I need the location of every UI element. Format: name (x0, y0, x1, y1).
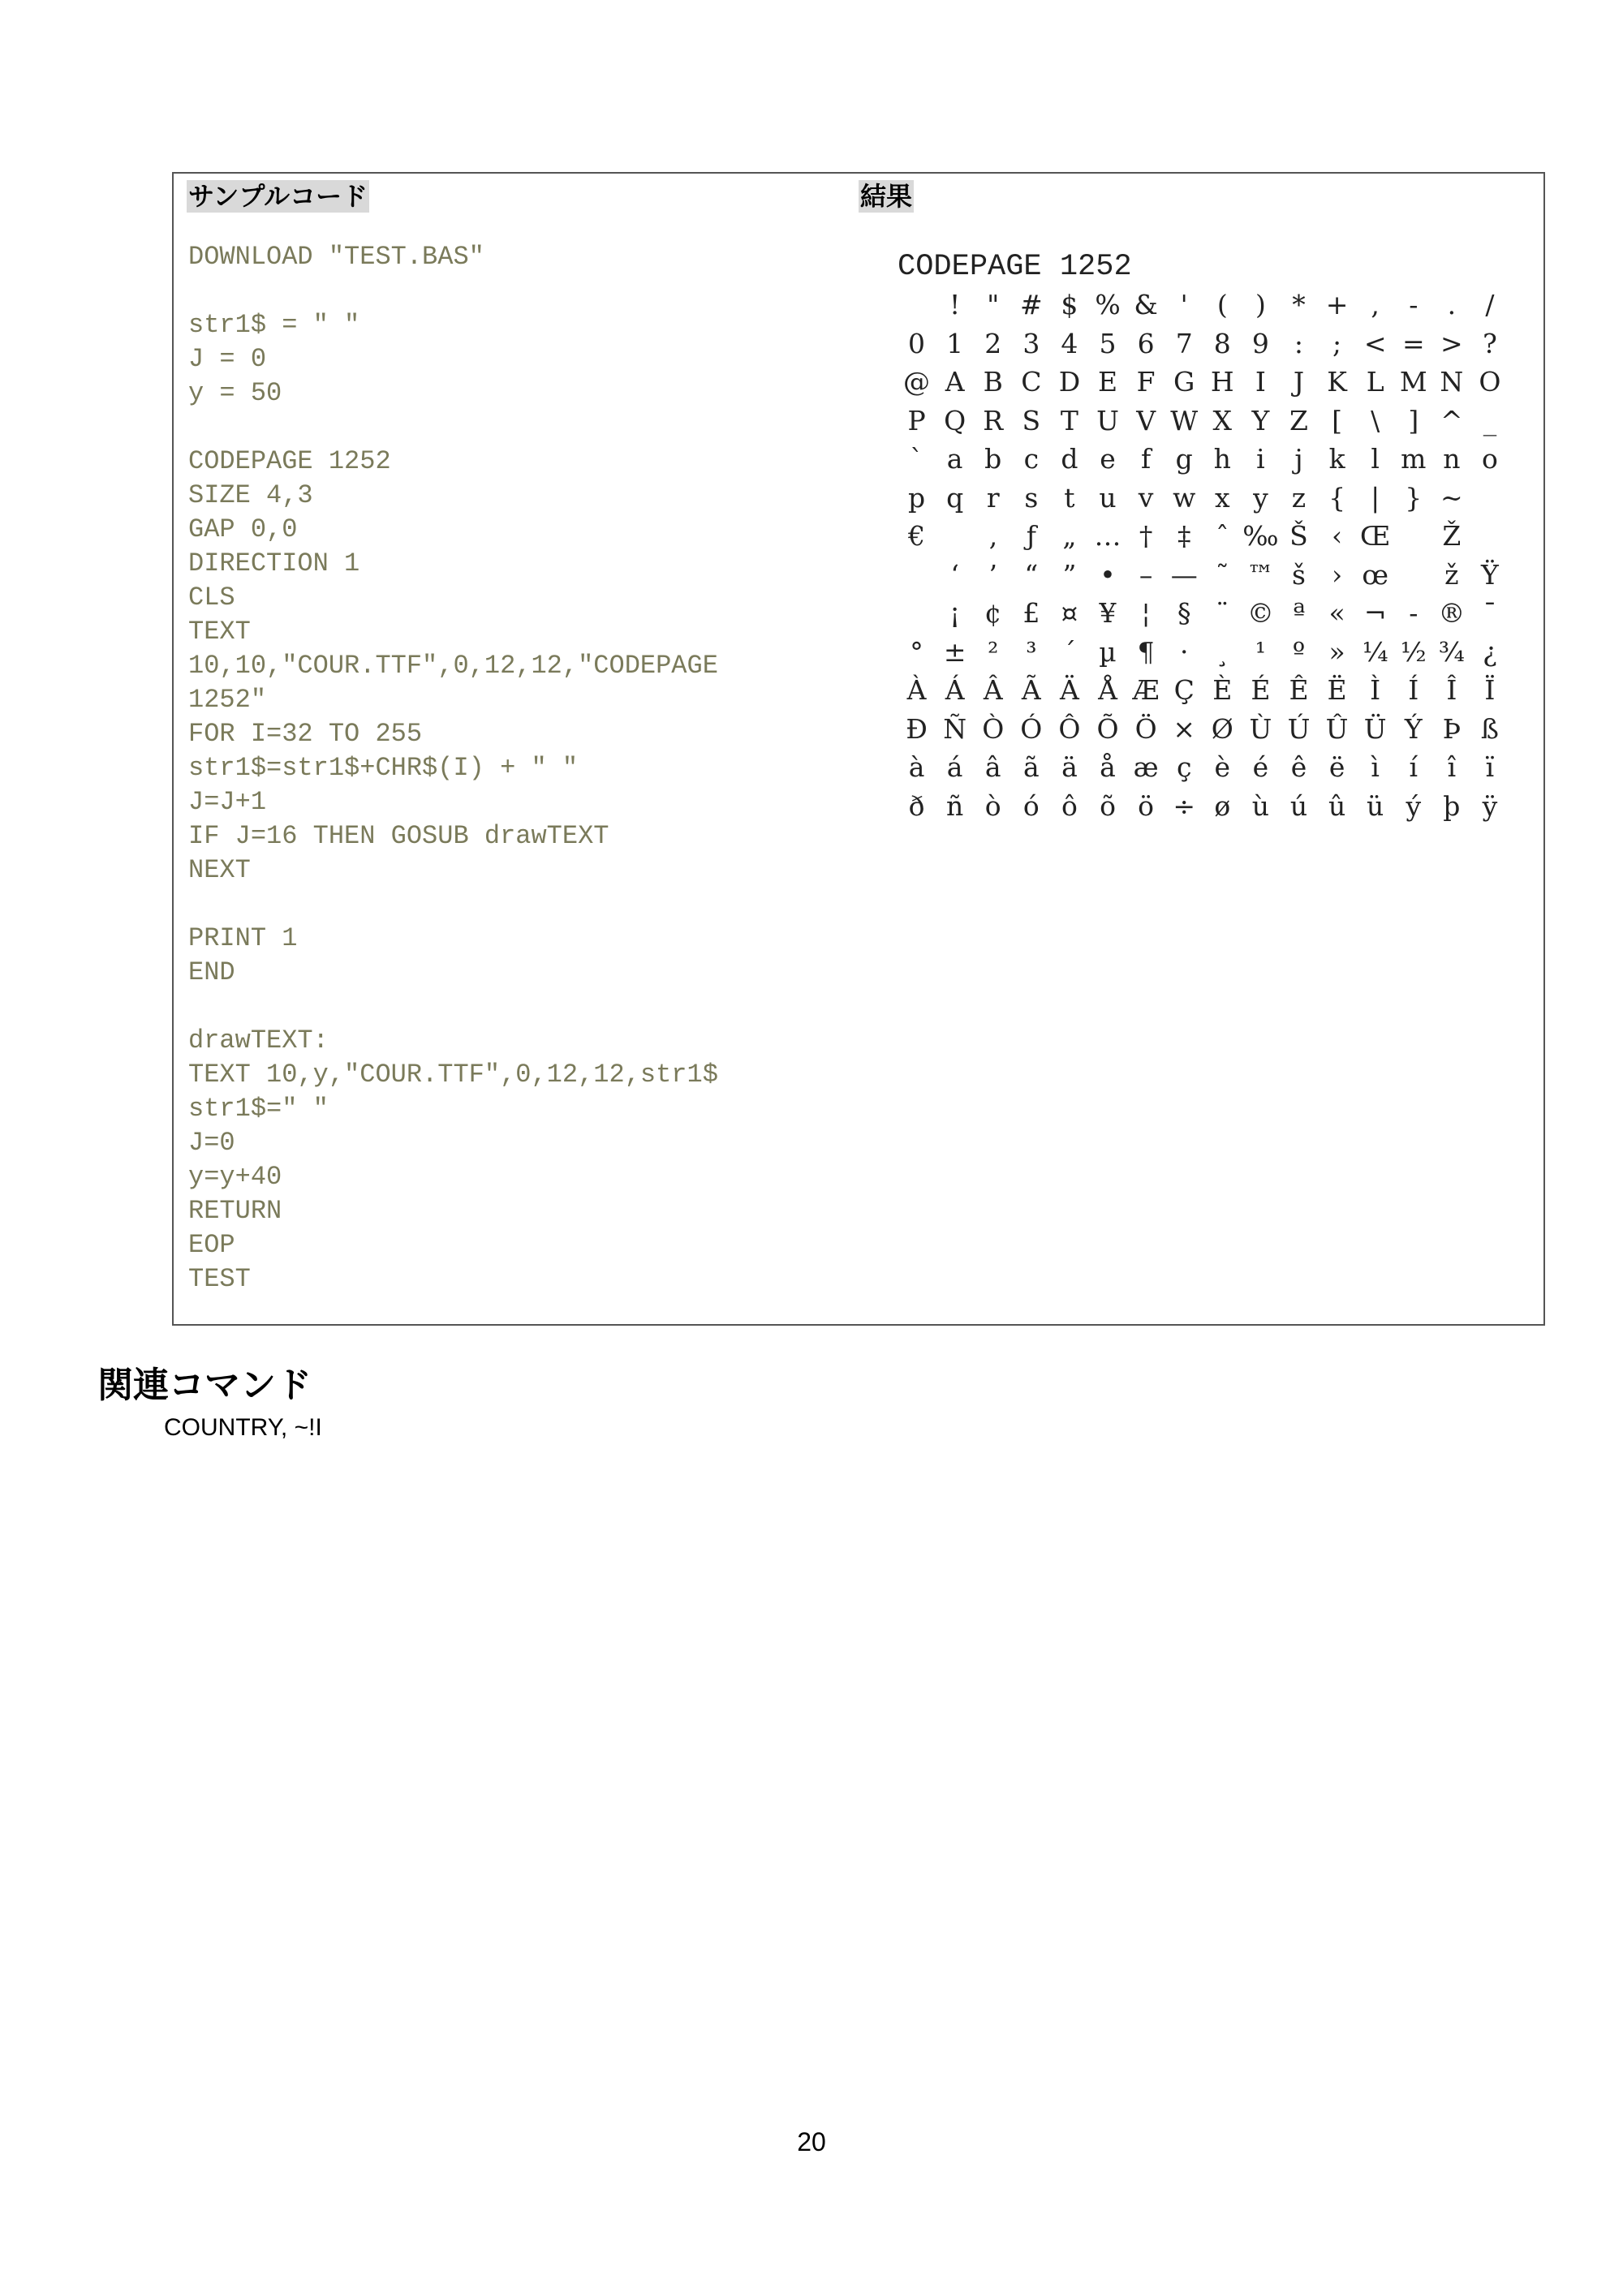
glyph-cell: Æ (1132, 674, 1160, 707)
glyph-cell: Q (944, 404, 966, 436)
glyph-cell: Ž (1442, 520, 1462, 553)
glyph-cell: Z (1289, 404, 1308, 436)
glyph-cell: ; (1332, 327, 1342, 359)
glyph-cell: … (1094, 520, 1121, 553)
code-line: J=0 (188, 1128, 235, 1158)
glyph-cell: Ý (1404, 712, 1423, 745)
glyph-cell: T (1060, 404, 1078, 436)
glyph-cell: ¼ (1362, 635, 1388, 668)
glyph-cell: G (1173, 366, 1195, 398)
glyph-cell: æ (1133, 751, 1159, 784)
glyph-cell: g (1175, 443, 1193, 475)
glyph-cell: ] (1408, 404, 1419, 436)
glyph-cell: ä (1061, 751, 1078, 784)
glyph-cell: Ö (1134, 712, 1157, 745)
glyph-cell: ½ (1400, 635, 1427, 668)
glyph-cell: H (1210, 366, 1234, 398)
glyph-cell: 7 (1175, 327, 1193, 359)
glyph-cell: † (1139, 520, 1153, 553)
glyph-cell: å (1100, 751, 1116, 784)
glyph-cell: ÿ (1482, 789, 1498, 822)
glyph-cell: ç (1176, 751, 1192, 784)
glyph-cell: ¿ (1483, 635, 1497, 668)
glyph-cell: Û (1325, 712, 1349, 745)
glyph-cell: d (1061, 443, 1078, 475)
glyph-cell: + (1325, 289, 1349, 321)
glyph-cell: Ë (1327, 674, 1347, 707)
glyph-cell: ô (1061, 789, 1078, 822)
glyph-cell: £ (1022, 597, 1040, 630)
code-line: END (188, 957, 235, 987)
glyph-row (898, 556, 1509, 595)
glyph-cell: ö (1138, 789, 1155, 822)
glyph-cell: V (1136, 404, 1156, 436)
glyph-cell: Á (945, 674, 965, 707)
glyph-cell: E (1097, 366, 1118, 398)
glyph-cell: U (1096, 404, 1119, 436)
glyph-cell: Ð (906, 712, 928, 745)
glyph-cell: ‹ (1331, 520, 1343, 553)
glyph-cell: ! (949, 289, 961, 321)
glyph-cell: ¬ (1363, 597, 1387, 630)
glyph-cell: p (907, 481, 926, 514)
glyph-cell: ° (910, 635, 923, 668)
code-line: 1252" (188, 685, 267, 715)
code-line: CLS (188, 583, 235, 613)
glyph-cell: # (1020, 289, 1043, 321)
glyph-cell: ˆ (1216, 520, 1229, 553)
glyph-cell: & (1134, 289, 1158, 321)
glyph-cell: × (1173, 712, 1196, 745)
glyph-cell: ¶ (1137, 635, 1155, 668)
glyph-cell: È (1212, 674, 1233, 707)
glyph-cell: ˜ (1216, 558, 1229, 591)
code-line: str1$=str1$+CHR$(I) + " " (188, 753, 579, 783)
glyph-cell: õ (1100, 789, 1116, 822)
glyph-row (898, 787, 1509, 826)
glyph-cell: ù (1251, 789, 1270, 822)
glyph-cell: á (946, 751, 963, 784)
glyph-cell: ë (1328, 751, 1345, 784)
glyph-cell: ™ (1246, 558, 1274, 591)
glyph-cell: W (1170, 404, 1199, 436)
glyph-cell: Œ (1359, 520, 1391, 553)
glyph-cell: ‰ (1242, 520, 1279, 553)
code-line: IF J=16 THEN GOSUB drawTEXT (188, 821, 609, 851)
sample-code-table (172, 172, 1545, 1326)
glyph-cell: ê (1290, 751, 1307, 784)
glyph-cell: ñ (946, 789, 964, 822)
glyph-row (898, 671, 1509, 710)
glyph-cell: 1 (946, 327, 964, 359)
glyph-cell: ` (910, 443, 923, 475)
glyph-cell: ¥ (1099, 597, 1117, 630)
glyph-cell: ” (1062, 558, 1077, 591)
glyph-cell: X (1212, 404, 1233, 436)
code-line: TEST (188, 1264, 251, 1294)
glyph-cell: – (1139, 558, 1153, 591)
glyph-cell: w (1173, 481, 1196, 514)
glyph-cell: ) (1255, 289, 1266, 321)
result-header: 結果 (860, 181, 913, 212)
glyph-cell: D (1058, 366, 1081, 398)
glyph-cell: ð (908, 789, 925, 822)
glyph-cell: i (1256, 443, 1265, 475)
glyph-cell: “ (1024, 558, 1039, 591)
glyph-cell: œ (1362, 558, 1388, 591)
glyph-row (898, 748, 1509, 787)
glyph-cell: r (986, 481, 1000, 514)
glyph-cell: ~ (1440, 481, 1463, 514)
glyph-cell: 3 (1022, 327, 1040, 359)
glyph-cell: ¤ (1061, 597, 1078, 630)
code-line: TEXT 10,y,"COUR.TTF",0,12,12,str1$ (188, 1060, 718, 1090)
glyph-cell: ‚ (988, 520, 997, 553)
glyph-cell: Ê (1289, 674, 1309, 707)
code-line (188, 888, 837, 922)
glyph-cell: Þ (1442, 712, 1462, 745)
glyph-cell: ž (1444, 558, 1459, 591)
glyph-cell: Ç (1173, 674, 1195, 707)
glyph-cell: m (1401, 443, 1427, 475)
glyph-cell: ø (1214, 789, 1231, 822)
code-line (188, 411, 837, 445)
glyph-cell: 8 (1213, 327, 1231, 359)
glyph-cell: Í (1408, 674, 1419, 707)
code-line: CODEPAGE 1252 (188, 446, 391, 476)
glyph-cell: ¨ (1216, 597, 1229, 630)
glyph-row (898, 440, 1509, 479)
glyph-cell: . (1447, 289, 1457, 321)
glyph-cell: í (1409, 751, 1419, 784)
glyph-cell: ¦ (1141, 597, 1151, 630)
glyph-cell: º (1292, 635, 1306, 668)
glyph-cell: @ (903, 366, 931, 398)
glyph-cell: 6 (1137, 327, 1155, 359)
glyph-cell: Ù (1249, 712, 1272, 745)
glyph-cell: O (1479, 366, 1501, 398)
glyph-cell: ª (1292, 597, 1306, 630)
glyph-cell: | (1371, 481, 1380, 514)
glyph-cell: ‡ (1177, 520, 1191, 553)
glyph-cell: © (1246, 597, 1274, 630)
code-line: y = 50 (188, 378, 282, 408)
glyph-cell: B (983, 366, 1003, 398)
glyph-cell: v (1138, 481, 1154, 514)
related-commands-list: COUNTRY, ~!I (164, 1414, 322, 1441)
glyph-cell: ã (1022, 751, 1040, 784)
glyph-cell: ú (1289, 789, 1308, 822)
glyph-cell: ¾ (1438, 635, 1465, 668)
glyph-cell: þ (1443, 789, 1461, 822)
glyph-cell: y (1253, 481, 1268, 514)
code-line (188, 274, 837, 308)
glyph-cell: « (1328, 597, 1345, 630)
glyph-cell: u (1099, 481, 1117, 514)
glyph-cell: 4 (1061, 327, 1078, 359)
glyph-cell: : (1294, 327, 1304, 359)
glyph-cell: û (1328, 789, 1346, 822)
glyph-cell: A (945, 366, 965, 398)
glyph-cell: F (1136, 366, 1156, 398)
code-line: EOP (188, 1230, 235, 1260)
code-line: J=J+1 (188, 787, 267, 817)
glyph-cell: 0 (908, 327, 926, 359)
glyph-cell: l (1371, 443, 1380, 475)
glyph-cell: Ÿ (1481, 558, 1499, 591)
glyph-cell: š (1292, 558, 1306, 591)
glyph-cell: < (1363, 327, 1387, 359)
glyph-cell: è (1214, 751, 1231, 784)
glyph-cell: ¡ (949, 597, 961, 630)
code-line: str1$ = " " (188, 310, 360, 340)
glyph-cell: ® (1438, 597, 1466, 630)
glyph-cell: = (1401, 327, 1425, 359)
glyph-cell: € (908, 520, 926, 553)
glyph-cell: % (1095, 289, 1121, 321)
code-line: J = 0 (188, 344, 267, 374)
code-line (188, 990, 837, 1024)
code-line: SIZE 4,3 (188, 480, 313, 510)
glyph-cell: / (1485, 289, 1495, 321)
glyph-cell: ^ (1440, 404, 1463, 436)
glyph-cell: â (984, 751, 1001, 784)
glyph-row (898, 479, 1509, 518)
glyph-cell: _ (1483, 404, 1497, 436)
glyph-cell: Â (983, 674, 1003, 707)
codepage-glyph-grid (898, 286, 1509, 825)
glyph-row (898, 325, 1509, 363)
glyph-cell: q (946, 481, 964, 514)
glyph-cell: à (908, 751, 925, 784)
result-output (898, 248, 1509, 825)
glyph-cell: ´ (1062, 635, 1077, 668)
glyph-cell: o (1482, 443, 1498, 475)
glyph-cell: s (1024, 481, 1039, 514)
glyph-cell: — (1170, 558, 1198, 591)
glyph-cell: Ü (1363, 712, 1387, 745)
glyph-cell: ì (1371, 751, 1380, 784)
glyph-cell: ( (1216, 289, 1228, 321)
glyph-cell: Ó (1020, 712, 1043, 745)
glyph-cell: µ (1099, 635, 1117, 668)
glyph-cell: Ø (1211, 712, 1233, 745)
glyph-row (898, 363, 1509, 402)
glyph-cell: Ñ (943, 712, 967, 745)
code-line: GAP 0,0 (188, 514, 298, 544)
glyph-cell: À (906, 674, 927, 707)
glyph-cell: Ò (982, 712, 1005, 745)
page-number: 20 (797, 2127, 826, 2156)
glyph-cell: - (1409, 289, 1419, 321)
glyph-cell: ï (1485, 751, 1495, 784)
glyph-cell: M (1399, 366, 1427, 398)
glyph-cell: ' (1180, 289, 1188, 321)
code-line: 10,10,"COUR.TTF",0,12,12,"CODEPAGE (188, 651, 718, 681)
glyph-cell: $ (1061, 289, 1078, 321)
glyph-cell: Î (1446, 674, 1457, 707)
code-line: DOWNLOAD "TEST.BAS" (188, 242, 484, 272)
glyph-cell: } (1405, 481, 1423, 514)
glyph-cell: » (1328, 635, 1345, 668)
glyph-row (898, 402, 1509, 441)
glyph-cell: z (1291, 481, 1307, 514)
code-line: PRINT 1 (188, 923, 298, 953)
code-line: DIRECTION 1 (188, 548, 360, 578)
glyph-cell: K (1327, 366, 1347, 398)
glyph-row (898, 594, 1509, 633)
glyph-cell: ³ (1026, 635, 1037, 668)
code-line: str1$=" " (188, 1094, 329, 1124)
glyph-cell: ¯ (1483, 597, 1497, 630)
glyph-cell: 2 (984, 327, 1002, 359)
glyph-cell: , (1371, 289, 1380, 321)
sample-code-header: サンプルコード (188, 181, 368, 212)
glyph-cell: Š (1289, 520, 1308, 553)
glyph-cell: k (1328, 443, 1345, 475)
glyph-cell: " (987, 289, 1000, 321)
code-line: RETURN (188, 1196, 282, 1226)
glyph-cell: ó (1022, 789, 1040, 822)
glyph-cell: Ì (1370, 674, 1381, 707)
code-line: drawTEXT: (188, 1025, 329, 1056)
sample-code-block (188, 240, 837, 1296)
glyph-cell: > (1440, 327, 1463, 359)
glyph-cell: a (946, 443, 963, 475)
code-line: FOR I=32 TO 255 (188, 719, 423, 749)
glyph-cell: c (1023, 443, 1040, 475)
glyph-cell: § (1177, 597, 1191, 630)
glyph-cell: · (1179, 635, 1189, 668)
glyph-cell: › (1331, 558, 1343, 591)
glyph-cell: ? (1483, 327, 1497, 359)
code-line: TEXT (188, 617, 251, 647)
glyph-cell: „ (1062, 520, 1077, 553)
glyph-cell: î (1447, 751, 1457, 784)
glyph-cell: ß (1480, 712, 1499, 745)
glyph-cell: ¸ (1216, 635, 1229, 668)
glyph-cell: P (907, 404, 926, 436)
glyph-cell: ± (943, 635, 966, 668)
glyph-cell: I (1255, 366, 1266, 398)
glyph-cell: x (1214, 481, 1230, 514)
glyph-cell: 9 (1251, 327, 1269, 359)
glyph-cell: 5 (1099, 327, 1117, 359)
glyph-cell: n (1443, 443, 1461, 475)
glyph-cell: Ú (1287, 712, 1311, 745)
glyph-cell: • (1100, 558, 1116, 591)
glyph-cell: ò (984, 789, 1001, 822)
glyph-cell: \ (1371, 404, 1380, 436)
glyph-cell: ’ (988, 558, 997, 591)
code-line: y=y+40 (188, 1162, 282, 1192)
glyph-cell: ² (988, 635, 999, 668)
glyph-cell: ü (1367, 789, 1384, 822)
glyph-cell: { (1328, 481, 1346, 514)
glyph-cell: j (1294, 443, 1303, 475)
glyph-cell: Y (1251, 404, 1270, 436)
glyph-row (898, 517, 1509, 556)
glyph-cell: Ã (1021, 674, 1041, 707)
glyph-cell: é (1252, 751, 1269, 784)
glyph-cell: t (1064, 481, 1075, 514)
glyph-cell: Ô (1058, 712, 1081, 745)
glyph-row (898, 710, 1509, 749)
glyph-cell: ¹ (1255, 635, 1266, 668)
glyph-cell: J (1293, 366, 1305, 398)
glyph-cell: ƒ (1026, 520, 1036, 553)
glyph-cell: e (1100, 443, 1116, 475)
glyph-cell: L (1366, 366, 1384, 398)
glyph-cell: ¢ (984, 597, 1002, 630)
glyph-cell: Ï (1484, 674, 1496, 707)
glyph-cell: Å (1098, 674, 1117, 707)
glyph-cell: - (1409, 597, 1419, 630)
glyph-cell: S (1022, 404, 1041, 436)
glyph-row (898, 633, 1509, 672)
glyph-cell: É (1251, 674, 1271, 707)
glyph-cell: f (1141, 443, 1152, 475)
glyph-cell: ‘ (950, 558, 959, 591)
glyph-cell: ý (1406, 789, 1422, 822)
result-title: CODEPAGE 1252 (898, 250, 1132, 284)
glyph-cell: h (1213, 443, 1231, 475)
glyph-cell: ÷ (1173, 789, 1196, 822)
glyph-cell: Ä (1060, 674, 1079, 707)
related-commands-heading: 関連コマンド (97, 1365, 312, 1406)
glyph-cell: R (983, 404, 1004, 436)
glyph-cell: [ (1332, 404, 1343, 436)
glyph-row (898, 286, 1509, 325)
glyph-cell: N (1440, 366, 1464, 398)
glyph-cell: * (1292, 289, 1306, 321)
glyph-cell: C (1021, 366, 1042, 398)
code-line: NEXT (188, 855, 251, 885)
glyph-cell: Õ (1096, 712, 1119, 745)
glyph-cell: b (984, 443, 1002, 475)
